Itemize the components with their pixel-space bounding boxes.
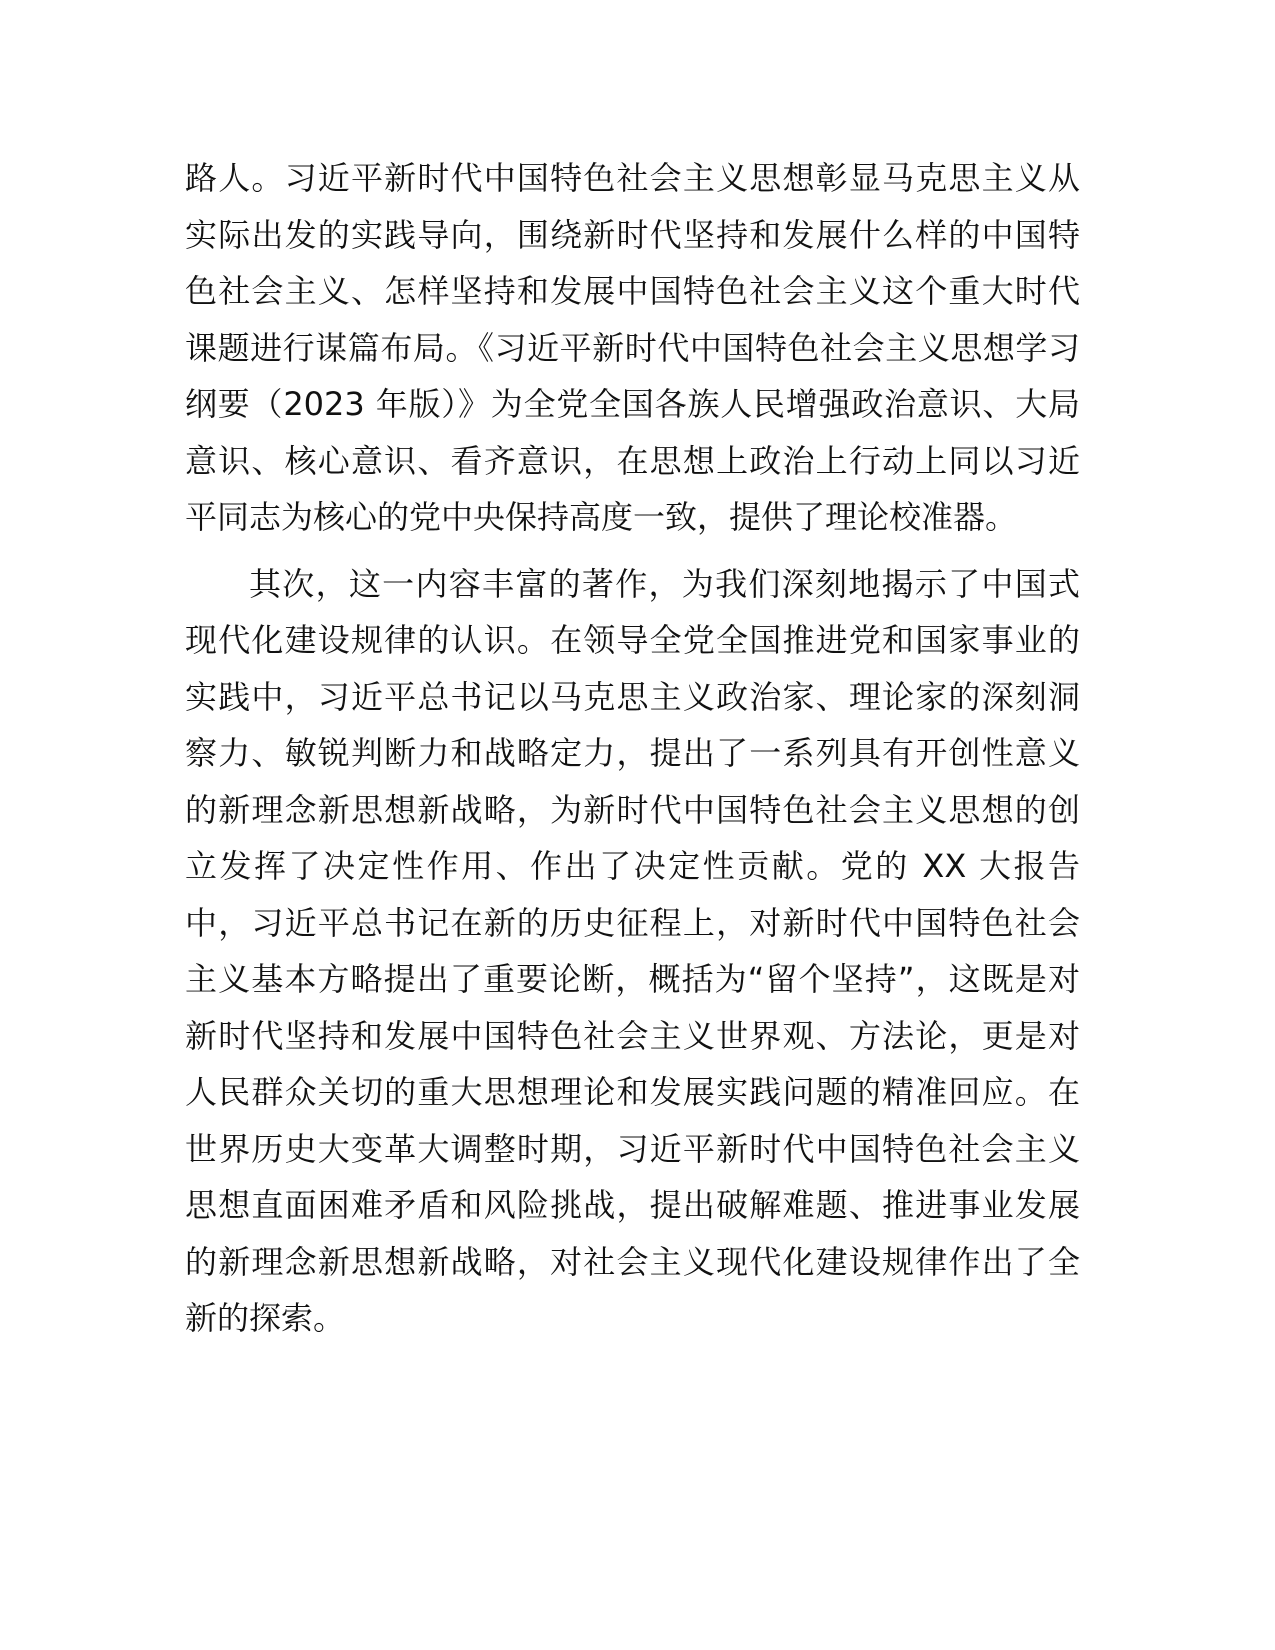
paragraph-continued: 路人。习近平新时代中国特色社会主义思想彰显马克思主义从实际出发的实践导向，围绕新时代坚持和发展什么样的中国特色社会主义、怎样坚持和发展中国特色社会主义这个重大时代课题进行谋篇布局。《习近平新时代中国特色社会主义思想学习纲要（2023 年版）》为全党全国各族人民增强政治意识、大局意识、核心意识、看齐意识，在思想上政治上行动上同以习近平同志为核心的党中央保持高度一致，提供了理论校准器。 [185, 159, 1080, 536]
body-text [185, 150, 1080, 1357]
paragraph-second: 其次，这一内容丰富的著作，为我们深刻地揭示了中国式现代化建设规律的认识。在领导全党全国推进党和国家事业的实践中，习近平总书记以马克思主义政治家、理论家的深刻洞察力、敏锐判断力和战略定力，提出了一系列具有开创性意义的新理念新思想新战略，为新时代中国特色社会主义思想的创立发挥了决定性作用、作出了决定性贡献。党的 XX 大报告中，习近平总书记在新的历史征程上，对新时代中国特色社会主义基本方略提出了重要论断，概括为“留个坚持”，这既是对新时代坚持和发展中国特色社会主义世界观、方法论，更是对人民群众关切的重大思想理论和发展实践问题的精准回应。在世界历史大变革大调整时期，习近平新时代中国特色社会主义思想直面困难矛盾和风险挑战，提出破解难题、推进事业发展的新理念新思想新战略，对社会主义现代化建设规律作出了全新的探索。 [185, 564, 1080, 1337]
